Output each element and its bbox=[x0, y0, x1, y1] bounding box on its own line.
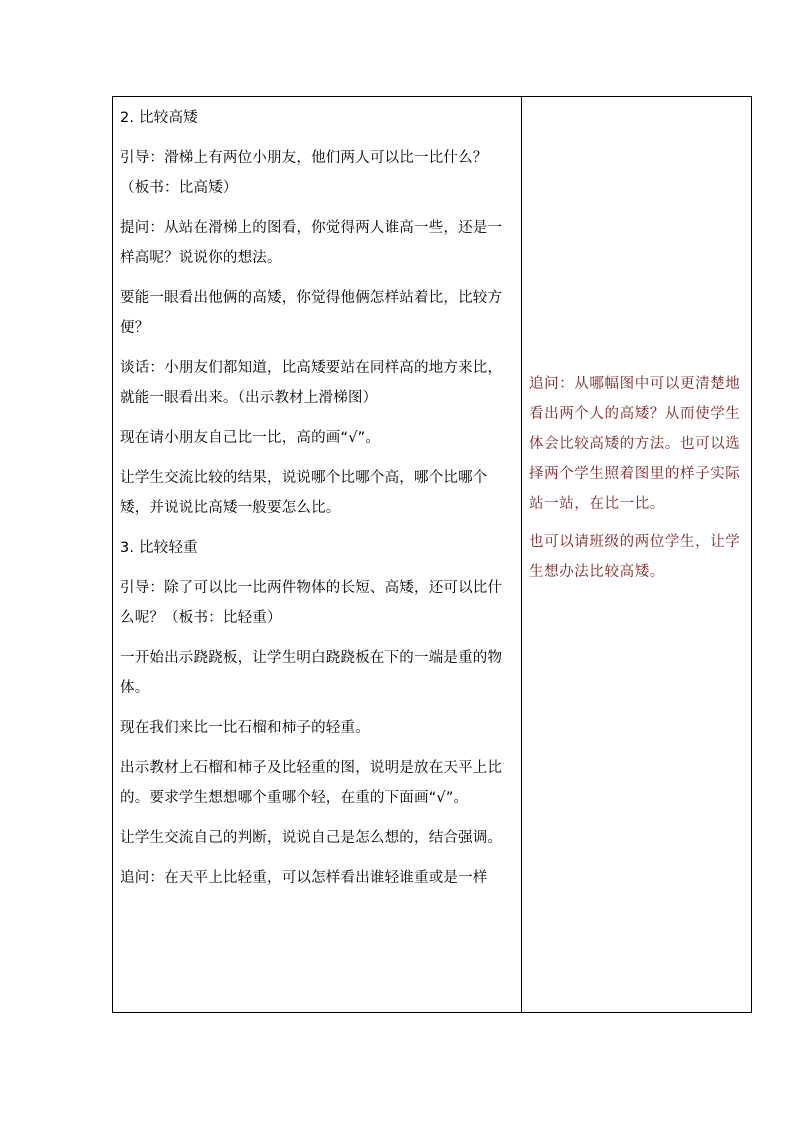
design-notes bbox=[529, 369, 745, 587]
note-follow-up-height: 追问：从哪幅图中可以更清楚地看出两个人的高矮？从而使学生体会比较高矮的方法。也可以选择两个学生照着图里的样子实际站一站，在比一比。 bbox=[529, 376, 741, 512]
paragraph-seesaw: 一开始出示跷跷板，让学生明白跷跷板在下的一端是重的物体。 bbox=[120, 650, 503, 696]
paragraph-balance-scale: 出示教材上石榴和柿子及比轻重的图，说明是放在天平上比的。要求学生想想哪个重哪个轻，在重的下面画“√”。 bbox=[120, 760, 503, 806]
note-class-students: 也可以请班级的两位学生，让学生想办法比较高矮。 bbox=[529, 534, 741, 580]
section-heading-weight: 3. 比较轻重 bbox=[120, 540, 198, 556]
lesson-table bbox=[112, 96, 752, 1013]
paragraph-guide-height: 引导：滑梯上有两位小朋友，他们两人可以比一比什么？（板书：比高矮） bbox=[120, 150, 488, 196]
paragraph-guide-weight: 引导：除了可以比一比两件物体的长短、高矮，还可以比什么呢？（板书：比轻重） bbox=[120, 580, 503, 626]
teaching-process-column bbox=[113, 97, 522, 1012]
paragraph-exchange-height: 让学生交流比较的结果，说说哪个比哪个高，哪个比哪个矮，并说说比高矮一般要怎么比。 bbox=[120, 470, 488, 516]
paragraph-follow-up-weight: 追问：在天平上比轻重，可以怎样看出谁轻谁重或是一样 bbox=[120, 870, 488, 886]
section-heading-height: 2. 比较高矮 bbox=[120, 110, 198, 126]
paragraph-compare-fruit: 现在我们来比一比石榴和柿子的轻重。 bbox=[120, 720, 370, 736]
paragraph-question-height: 提问：从站在滑梯上的图看，你觉得两人谁高一些，还是一样高呢？说说你的想法。 bbox=[120, 220, 503, 266]
paragraph-mark-taller: 现在请小朋友自己比一比，高的画“√”。 bbox=[120, 430, 381, 446]
design-notes-column bbox=[522, 97, 751, 1012]
paragraph-exchange-weight: 让学生交流自己的判断，说说自己是怎么想的，结合强调。 bbox=[120, 830, 503, 846]
paragraph-how-to-stand: 要能一眼看出他俩的高矮，你觉得他俩怎样站着比，比较方便？ bbox=[120, 290, 503, 336]
paragraph-talk-height: 谈话：小朋友们都知道，比高矮要站在同样高的地方来比，就能一眼看出来。（出示教材上滑梯图） bbox=[120, 360, 503, 406]
